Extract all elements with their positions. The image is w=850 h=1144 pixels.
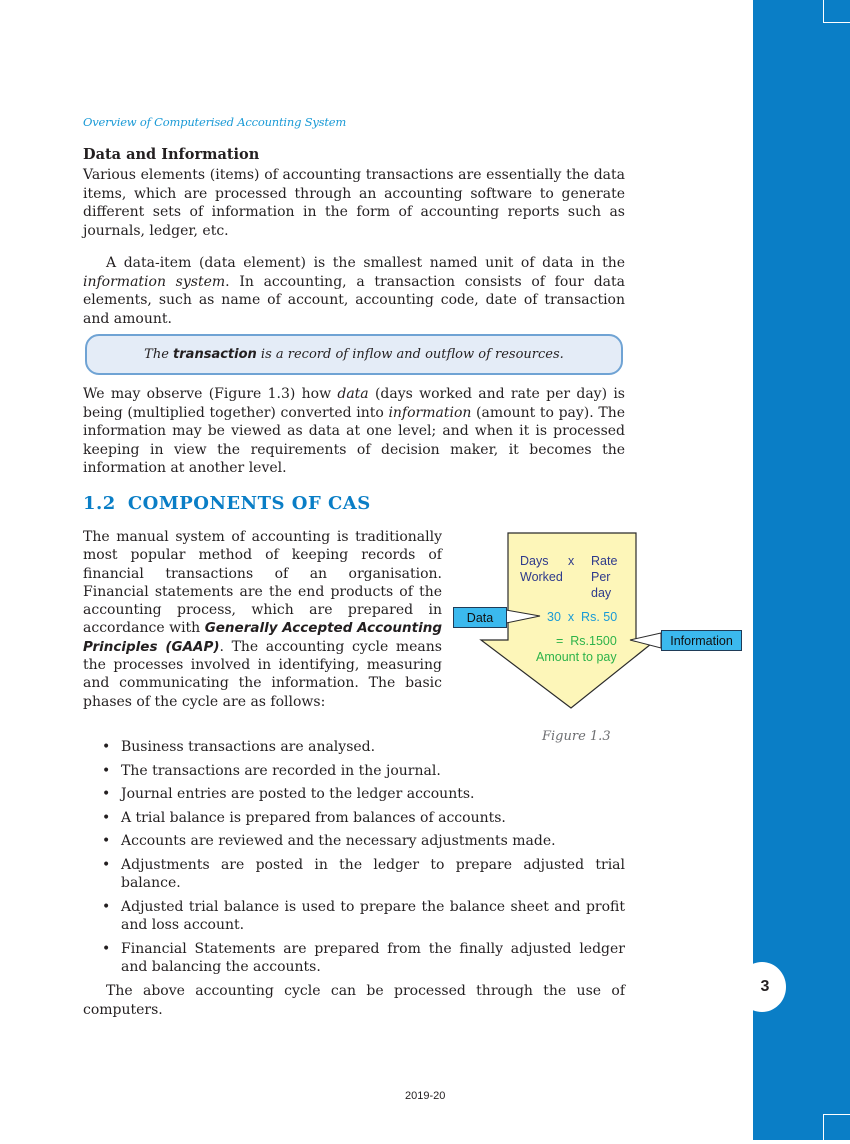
list-item: • Adjusted trial balance is used to prepare the balance sheet and profit and loss account. [102,898,625,935]
list-item: • Accounts are reviewed and the necessary adjustments made. [102,832,625,851]
footer-year: 2019-20 [405,1090,446,1102]
list-item: • Adjustments are posted in the ledger to prepare adjusted trial balance. [102,856,625,893]
paragraph-data-items: Various elements (items) of accounting transactions are essentially the data items, which are processed through an accounting software to generate different sets of information in the form of accounting reports such as journals, ledger, etc. [83,167,625,239]
list-item: • Business transactions are analysed. [102,738,625,757]
section-heading-components: 1.2 COMPONENTS OF CAS [83,493,371,514]
figure-result-label: Amount to pay [536,650,617,664]
figure-caption: Figure 1.3 [542,729,611,744]
page-number [738,962,786,1012]
list-item: • Journal entries are posted to the ledger accounts. [102,785,625,804]
definition-callout: The transaction is a record of inflow and outflow of resources. [85,334,623,375]
paragraph-manual-system: The manual system of accounting is traditionally most popular method of keeping records of financial transactions of an organisation. Financial statements are the end products of the accounting process, which are prepared in accordance with Generally Accepted Accounting Principles (GAAP). The accounting cycle means the processes involved in identifying, measuring and communicating the information. The basic phases of the cycle are as follows: [83,529,443,710]
figure-data-values: 30 x Rs. 50 [547,610,618,624]
figure-rate-per-day: Rate Per day [591,554,618,600]
page-number-text: 3 [760,978,770,995]
term-gaap: Generally Accepted Accounting Principles (GAAP) [83,620,443,655]
figure-days-worked: Days Worked [520,554,563,584]
list-item: • The transactions are recorded in the journal. [102,762,625,781]
paragraph-data-item-definition: A data-item (data element) is the smallest named unit of data in the information system. In accounting, a transaction consists of four data elements, such as name of account, accounting code, date of transaction and amount. [83,255,625,327]
label-data: Data [453,607,507,628]
running-head: Overview of Computerised Accounting System [83,115,347,129]
accounting-cycle-list [102,738,625,982]
figure-multiply-sign: x [568,554,575,568]
paragraph-closing: The above accounting cycle can be processed through the use of computers. [83,983,625,1018]
subheading-data-information: Data and Information [83,146,260,163]
list-item: • A trial balance is prepared from balances of accounts. [102,809,625,828]
crop-mark-top [823,0,850,23]
figure-result-value: = Rs.1500 [556,634,617,648]
figure-data-to-information [450,530,750,715]
label-information: Information [661,630,742,651]
list-item: • Financial Statements are prepared from the finally adjusted ledger and balancing the accounts. [102,940,625,977]
callout-keyword: transaction [173,347,257,362]
emphasis-information-system: information system [83,273,226,290]
paragraph-figure-observation: We may observe (Figure 1.3) how data (days worked and rate per day) is being (multiplied together) converted into information (amount to pay). The information may be viewed as data at one level; and when it is processed keeping in view the requirements of decision maker, it becomes the information at another level. [83,386,626,476]
